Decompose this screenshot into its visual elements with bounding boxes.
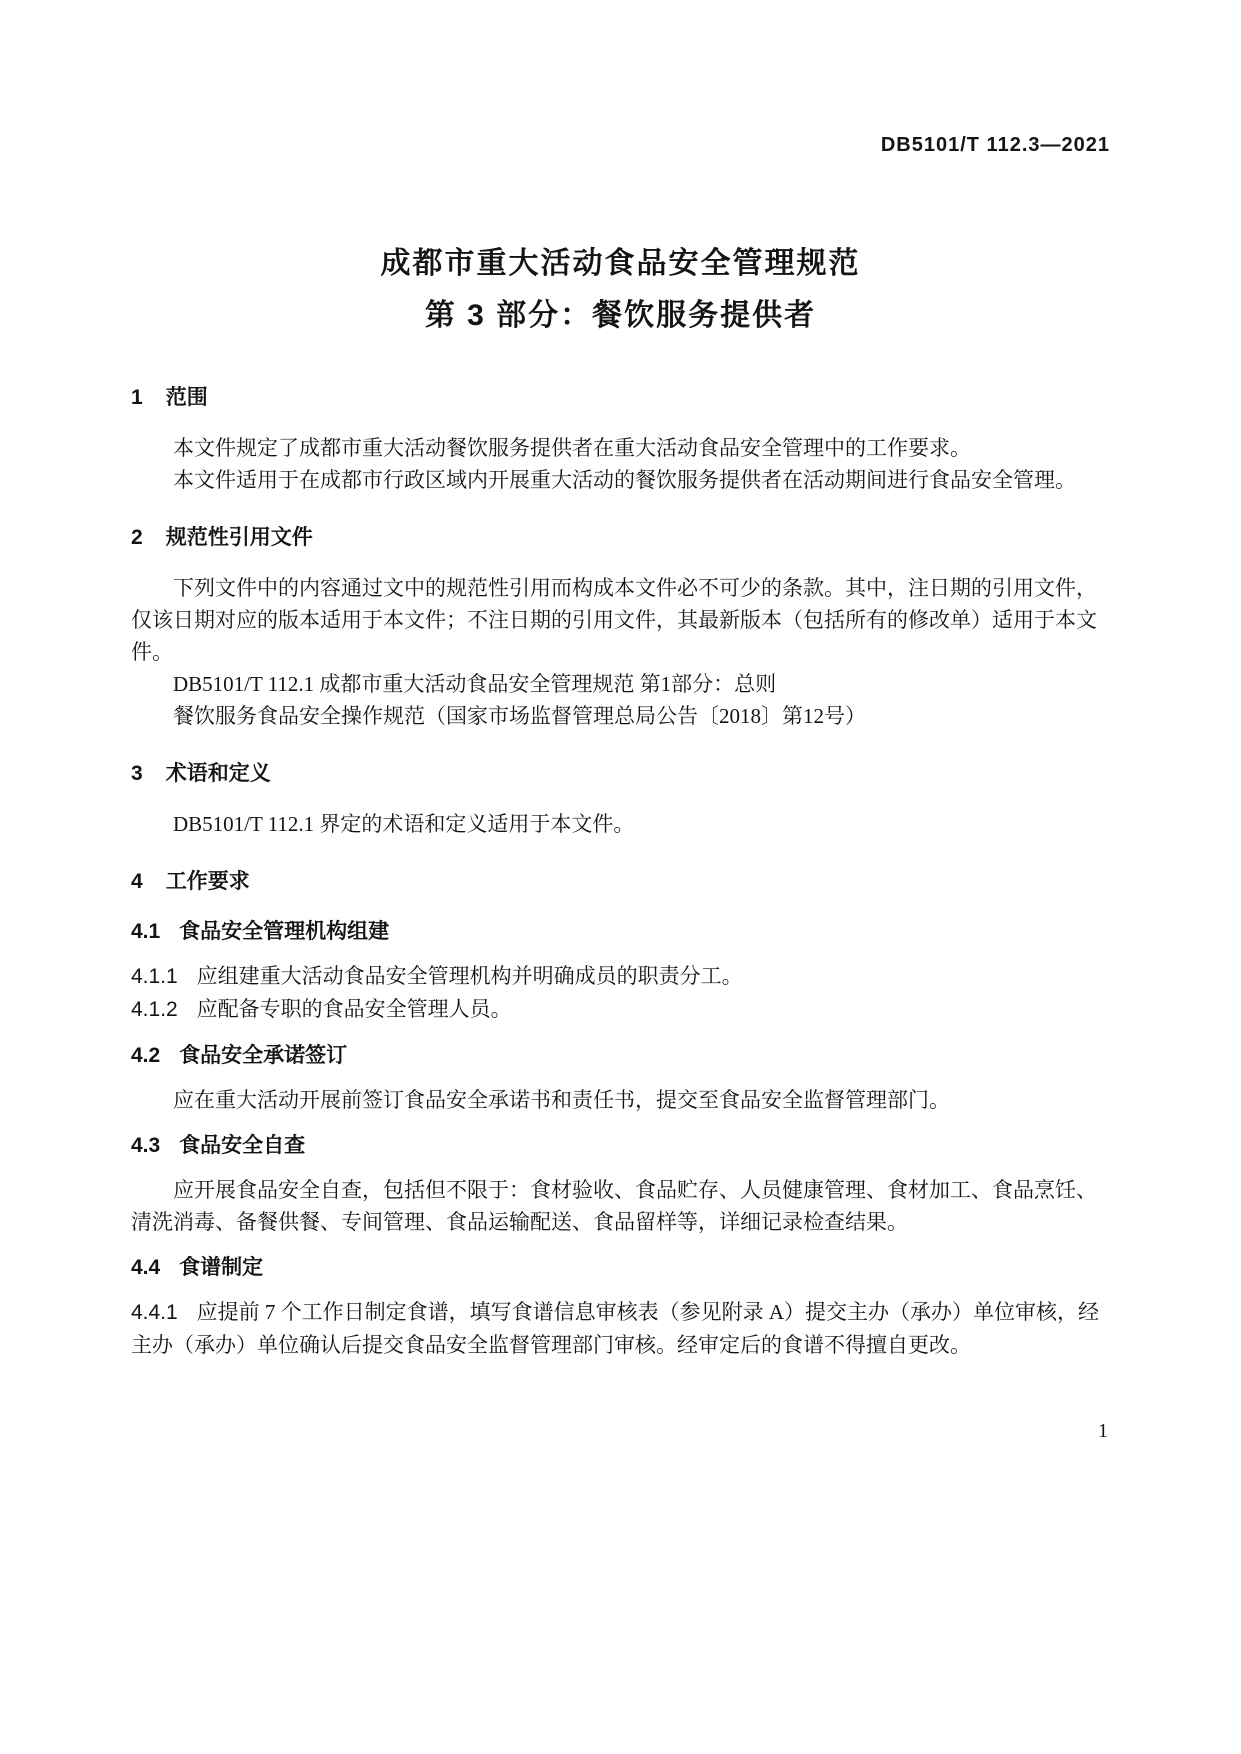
document-body	[0, 342, 1241, 1361]
subsection-4-4	[131, 1252, 1110, 1361]
clause-heading-2	[131, 522, 1110, 554]
section-2-normative-references	[131, 522, 1110, 732]
paragraph: 本文件适用于在成都市行政区域内开展重大活动的餐饮服务提供者在活动期间进行食品安全管理。	[173, 468, 1076, 492]
subclause-heading-4-4	[131, 1252, 1110, 1284]
clause-heading-3	[131, 758, 1110, 790]
subclause-heading-4-3	[131, 1130, 1110, 1162]
clause-title: 食品安全自查	[179, 1134, 306, 1157]
subsection-4-1	[131, 916, 1110, 1026]
page-footer	[1098, 1418, 1108, 1444]
clause-number: 3	[131, 762, 143, 785]
clause-item-4-1-1	[131, 960, 1110, 993]
section-1-scope	[131, 382, 1110, 496]
subclause-heading-4-1	[131, 916, 1110, 948]
doc-number: DB5101/T 112.3—2021	[880, 134, 1110, 156]
subclause-heading-4-2	[131, 1040, 1110, 1072]
clause-title: 规范性引用文件	[165, 526, 313, 549]
title-line-2: 第 3 部分：餐饮服务提供者	[424, 299, 817, 332]
clause-title: 食谱制定	[179, 1256, 264, 1279]
clause-title: 术语和定义	[165, 762, 271, 785]
clause-text: 应组建重大活动食品安全管理机构并明确成员的职责分工。	[196, 964, 743, 988]
clause-number: 2	[131, 526, 143, 549]
paragraph: 本文件规定了成都市重大活动餐饮服务提供者在重大活动食品安全管理中的工作要求。	[173, 436, 971, 460]
clause-item-4-4-1	[131, 1296, 1110, 1361]
clause-heading-1	[131, 382, 1110, 414]
paragraph: 下列文件中的内容通过文中的规范性引用而构成本文件必不可少的条款。其中，注日期的引用文件，仅该日期对应的版本适用于本文件；不注日期的引用文件，其最新版本（包括所有的修改单）适用于本文件。	[131, 576, 1097, 664]
clause-title: 工作要求	[165, 870, 250, 893]
document-title	[0, 238, 1241, 342]
clause-number: 4.4	[131, 1256, 161, 1279]
subsection-4-3	[131, 1130, 1110, 1238]
subsection-4-2	[131, 1040, 1110, 1116]
section-3-terms-definitions	[131, 758, 1110, 840]
clause-title: 食品安全承诺签订	[179, 1044, 348, 1067]
clause-item-4-1-2	[131, 993, 1110, 1026]
clause-number: 1	[131, 386, 143, 409]
clause-number: 4.4.1	[131, 1301, 178, 1324]
page-number: 1	[1098, 1420, 1108, 1442]
clause-heading-4	[131, 866, 1110, 898]
clause-number: 4.1.2	[131, 998, 178, 1021]
section-4-work-requirements	[131, 866, 1110, 1361]
title-line-1: 成都市重大活动食品安全管理规范	[380, 247, 861, 280]
reference-entry: 餐饮服务食品安全操作规范（国家市场监督管理总局公告〔2018〕第12号）	[173, 704, 866, 728]
clause-number: 4.1.1	[131, 965, 178, 988]
reference-entry: DB5101/T 112.1 成都市重大活动食品安全管理规范 第1部分：总则	[173, 672, 777, 696]
paragraph: 应在重大活动开展前签订食品安全承诺书和责任书，提交至食品安全监督管理部门。	[173, 1088, 950, 1112]
clause-title: 食品安全管理机构组建	[179, 920, 390, 943]
clause-number: 4	[131, 870, 143, 893]
page-header	[0, 0, 1241, 158]
clause-text: 应提前 7 个工作日制定食谱，填写食谱信息审核表（参见附录 A）提交主办（承办）单位审核，经主办（承办）单位确认后提交食品安全监督管理部门审核。经审定后的食谱不得擅自更改。	[131, 1300, 1100, 1357]
clause-number: 4.1	[131, 920, 161, 943]
paragraph: 应开展食品安全自查，包括但不限于：食材验收、食品贮存、人员健康管理、食材加工、食品烹饪、清洗消毒、备餐供餐、专间管理、食品运输配送、食品留样等，详细记录检查结果。	[131, 1178, 1097, 1234]
clause-text: 应配备专职的食品安全管理人员。	[196, 997, 512, 1021]
clause-number: 4.3	[131, 1134, 161, 1157]
paragraph: DB5101/T 112.1 界定的术语和定义适用于本文件。	[173, 812, 635, 836]
clause-title: 范围	[165, 386, 208, 409]
clause-number: 4.2	[131, 1044, 161, 1067]
